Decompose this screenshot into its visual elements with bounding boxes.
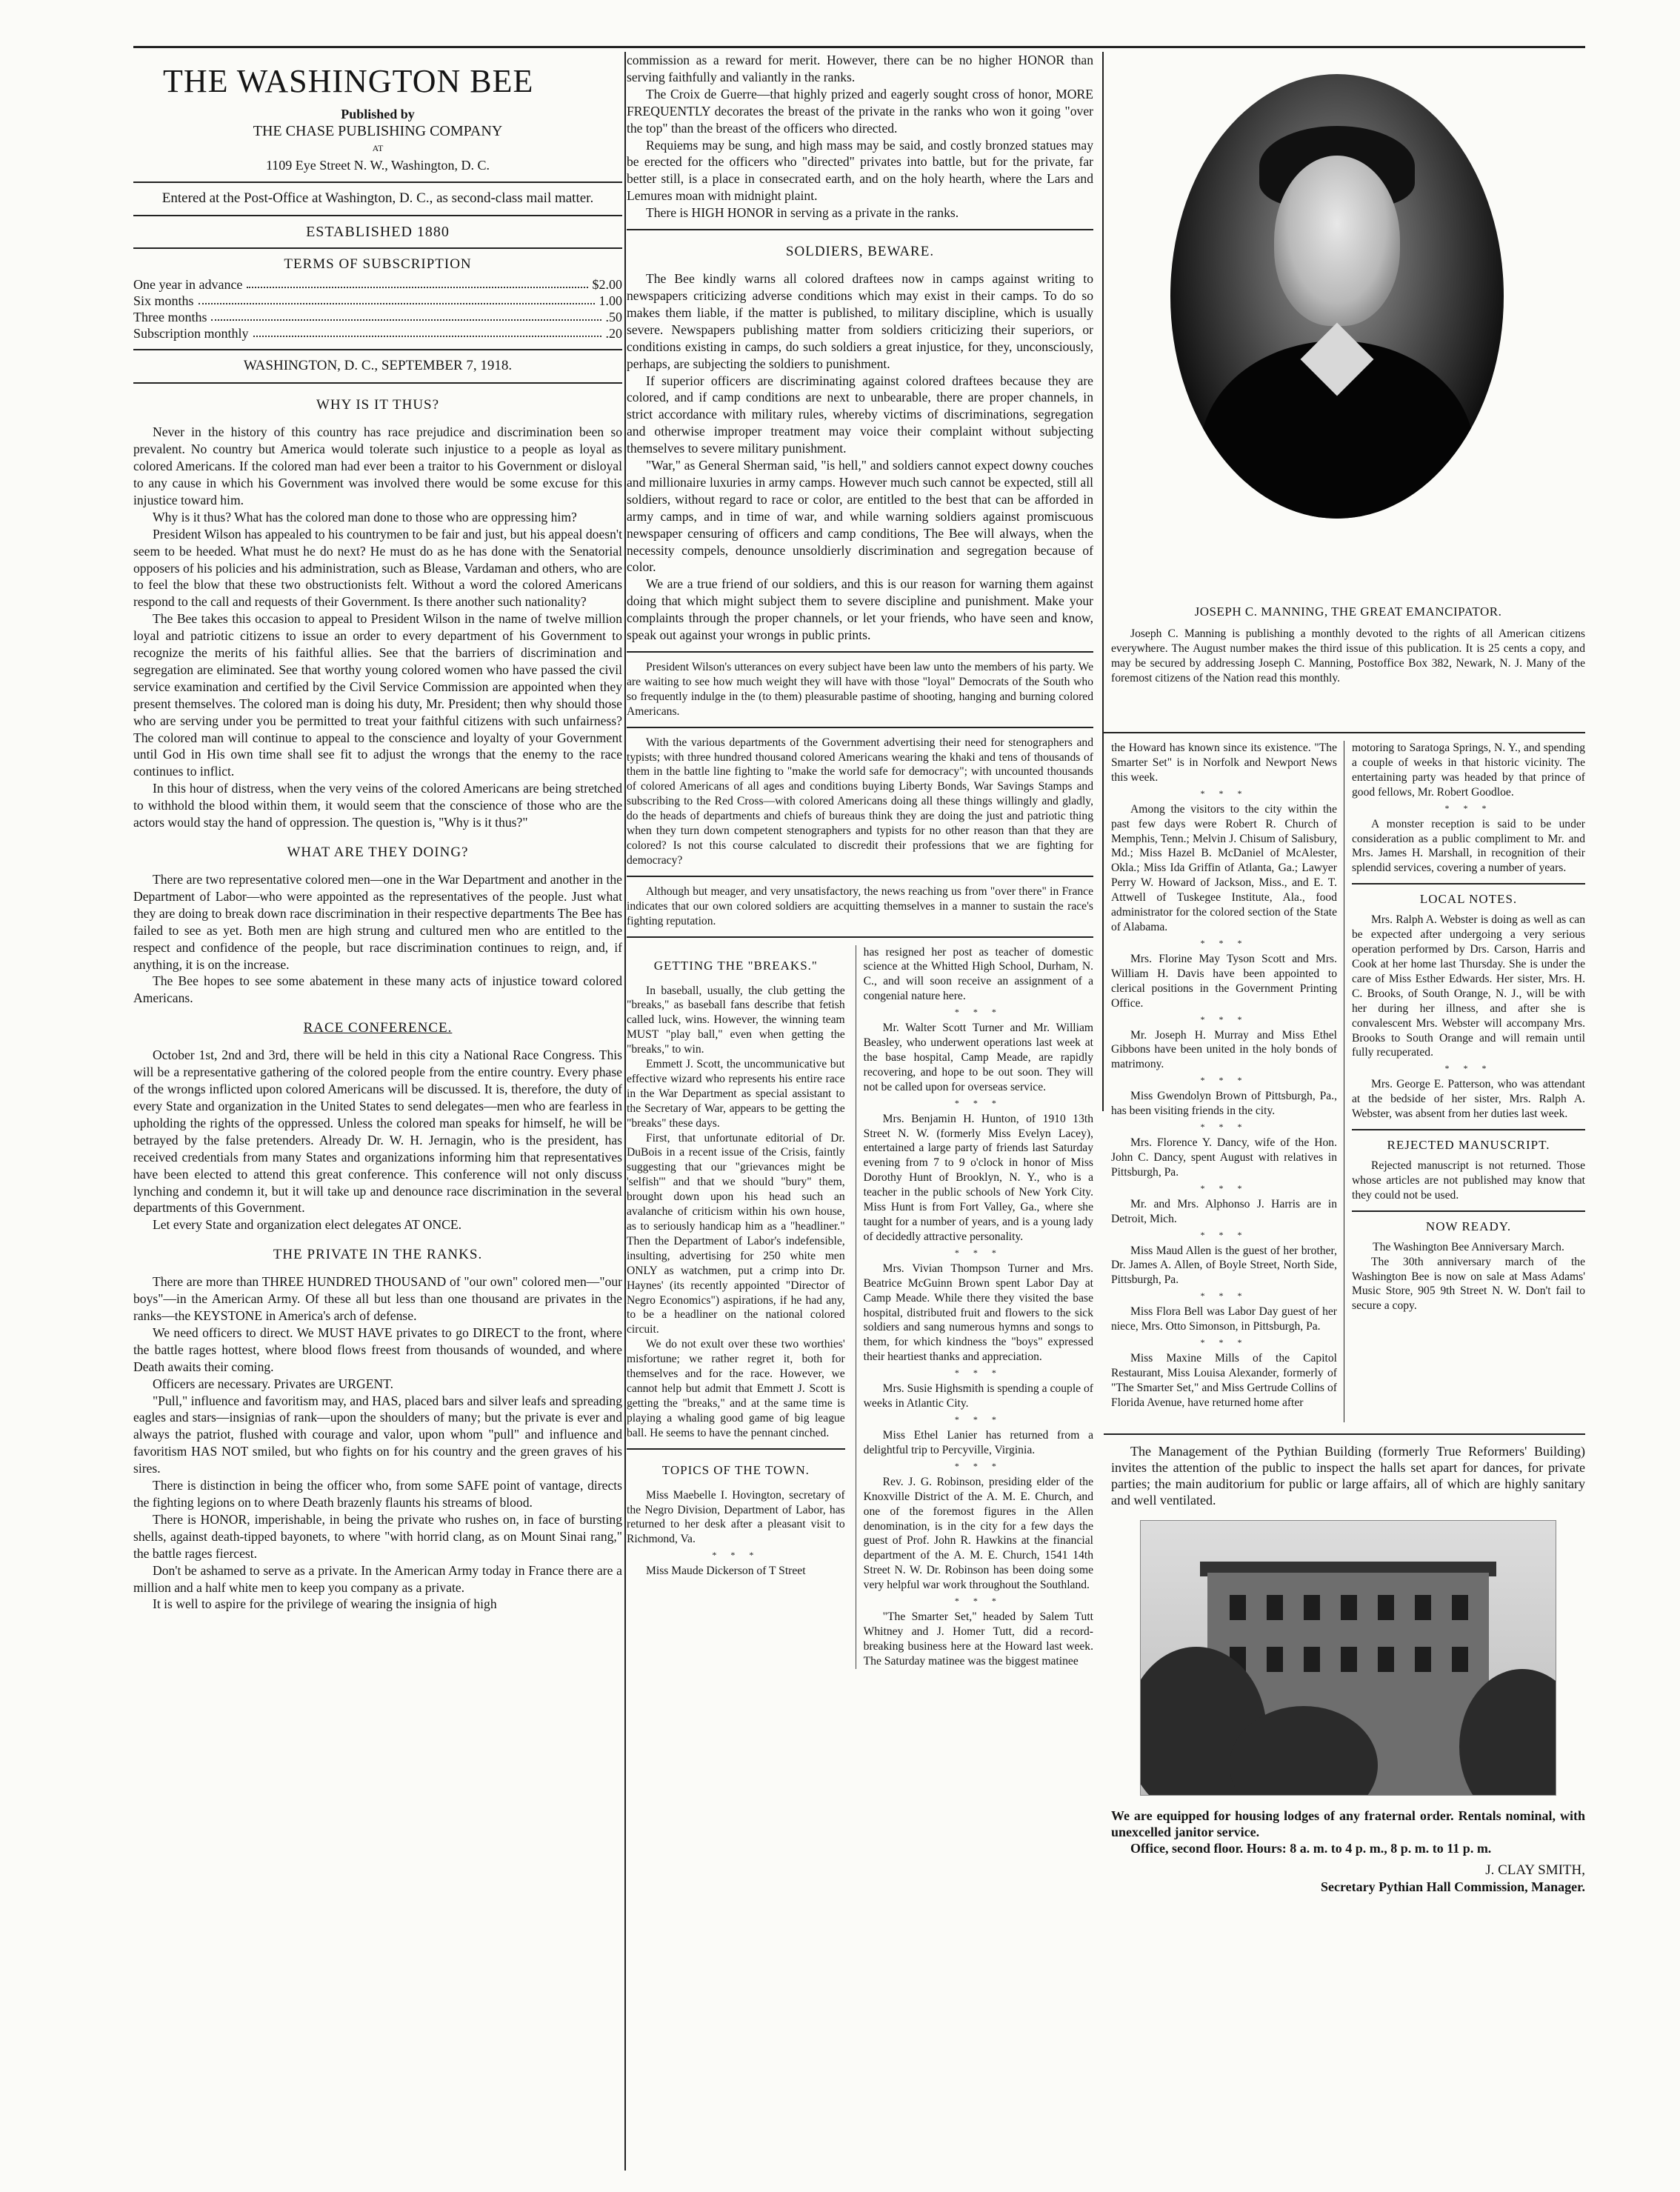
divider <box>627 651 1093 653</box>
paragraph: Although but meager, and very unsatisfactory, the news reaching us from "over there" in France indicates that our own colored soldiers are acquitting themselves in a manner to sustain the race's fighting reputation. <box>627 885 1093 927</box>
separator-stars: * * * <box>954 1460 1002 1471</box>
two-subcolumns <box>627 945 1093 1669</box>
paragraph: Mrs. George E. Patterson, who was attendant at the bedside of her sister, Mrs. Ralph A. Webster, was absent from her duties last week. <box>1352 1078 1585 1121</box>
headline-now-ready: NOW READY. <box>1425 1219 1512 1233</box>
terms-row: Three months .50 <box>133 310 622 325</box>
portrait-photo <box>1170 74 1504 519</box>
paragraph: "Pull," influence and favoritism may, and HAS, placed bars and silver leafs and spreading eagles and stars—insignias of rank—upon the shoulders of many; but the private is ever and always the patriot, flushed with courage and valor, upon whom "pull" and influence and favoritism HAS NOT smiled, but who fights on for his country and the green graves of his sires. <box>133 1393 622 1476</box>
paragraph: The Bee takes this occasion to appeal to President Wilson in the name of twelve million loyal and patriotic citizens to issue an order to every department of his Government to recognize the merits of his faithful allies. See that the barriers of discrimination and segregation are eliminated. See that worthy young colored women who have passed the civil service examination and certified by the Civil Service Commission are appointed when they present themselves. The colored man is doing his duty, Mr. President; then why should those who are serving under you be permitted to treat your faithful citizens with such unfairness? The colored man will continue to appeal to the conscience and loyalty of your Government until God in His own time shall see fit to adjust the wrongs that the enemy to the race continues to inflict. <box>133 611 622 779</box>
paragraph: commission as a reward for merit. However, there can be no higher HONOR than serving faithfully and valiantly in the ranks. <box>627 53 1093 84</box>
paragraph: Rev. J. G. Robinson, presiding elder of the Knoxville District of the A. M. E. Church, and one of the foremost figures in the Allen denomination, is in the city for a few days the guest of Prof. John R. Hawkins at the financial department of the A. M. E. Church, 1541 14th Street N. W. Dr. Robinson has been doing some very helpful war work throughout the Southland. <box>863 1475 1093 1592</box>
column-divider-2 <box>1102 52 1104 1111</box>
terms-row: One year in advance $2.00 <box>133 277 622 293</box>
divider <box>133 215 622 216</box>
separator-stars: * * * <box>1444 1063 1493 1074</box>
paragraph: Mrs. Florence Y. Dancy, wife of the Hon. John C. Dancy, spent August with relatives in Pittsburgh, Pa. <box>1111 1136 1337 1179</box>
headline-local-notes: LOCAL NOTES. <box>1419 892 1518 907</box>
ad-lodges: We are equipped for housing lodges of any fraternal order. Rentals nominal, with unexcelled janitor service. <box>1111 1808 1585 1839</box>
headline-rejected-manuscript: REJECTED MANUSCRIPT. <box>1387 1138 1550 1153</box>
editorial-notes <box>627 660 1093 929</box>
entered-notice: Entered at the Post-Office at Washington, D. C., as second-class mail matter. <box>161 190 594 206</box>
subcolumn-right <box>856 945 1093 1669</box>
separator-stars: * * * <box>954 1367 1002 1379</box>
paragraph: We do not exult over these two worthies' misfortune; we rather regret it, both for themselves and for the race. However, we cannot help but admit that Emmett J. Scott is getting the "breaks," and at the same time is playing a whaling good game of big league ball. He seems to have the pennant cinched. <box>627 1338 845 1439</box>
masthead-title: THE WASHINGTON BEE <box>163 63 534 99</box>
paragraph: Miss Gwendolyn Brown of Pittsburgh, Pa., has been visiting friends in the city. <box>1111 1090 1337 1118</box>
divider <box>133 181 622 183</box>
divider <box>627 229 1093 230</box>
paragraph: The Bee hopes to see some abatement in these many acts of injustice toward colored Americans. <box>133 973 622 1006</box>
headline-why-is-it-thus: WHY IS IT THUS? <box>316 397 440 413</box>
paragraph: the Howard has known since its existence. "The Smarter Set" is in Norfolk and Newport News this week. <box>1111 742 1337 784</box>
paragraph: Miss Maxine Mills of the Capitol Restaurant, Miss Louisa Alexander, formerly of "The Smarter Set," and Miss Gertrude Collins of Florida Avenue, have returned home after <box>1111 1352 1337 1409</box>
paragraph: Requiems may be sung, and high mass may be said, and costly bronzed statues may be erected for the officers who "directed" privates into battle, but for the private, far better still, is a place in consecrated earth, and on the holy hearth, where the Lars and Lemures moan with midnight plaint. <box>627 137 1093 204</box>
paragraph: Miss Maude Dickerson of T Street <box>646 1565 806 1578</box>
separator-stars: * * * <box>1200 937 1248 948</box>
paragraph: We are a true friend of our soldiers, and this is our reason for warning them against doing that which might subject them to severe discipline and punishment. Make your complaints through the proper channels, or let your friends, who have seen and know, speak out against your wrongs in public prints. <box>627 576 1093 643</box>
paragraph: Among the visitors to the city within the past few days were Robert R. Church of Memphis, Tenn.; Melvin J. Chisum of Salisbury, Md.; Miss Hazel B. McDaniel of McAlester, Okla.; Miss Ida Griffin of Atlanta, Ga.; Lawyer Perry W. Howard of Jackson, Miss., and E. T. Attwell of Tuskegee Institute, Ala., food administrator for the colored section of the State of Alabama. <box>1111 802 1337 933</box>
divider <box>627 1448 845 1450</box>
publisher: THE CHASE PUBLISHING COMPANY <box>253 122 503 139</box>
paragraph: There is distinction in being the officer who, from some SAFE point of vantage, directs the fighting legions on to where Death brazenly flaunts his streams of blood. <box>133 1478 622 1510</box>
separator-stars: * * * <box>954 1247 1002 1258</box>
paragraph: Miss Flora Bell was Labor Day guest of her niece, Mrs. Otto Simonson, in Pittsburgh, Pa. <box>1111 1305 1337 1333</box>
paragraph: A monster reception is said to be under consideration as a public compliment to Mr. and Mrs. James H. Marshall, in recognition of their splendid services, covering a number of years. <box>1352 817 1585 875</box>
paragraph: If superior officers are discriminating against colored draftees because they are colored, and if camp conditions are next to unbearable, there are proper channels, in strict accordance with military rules, whereby victims of discriminations, segregation and otherwise improper treatment may voice their complaint without subjecting themselves to severe military punishment. <box>627 373 1093 456</box>
paragraph: The 30th anniversary march of the Washington Bee is now on sale at Mass Adams' Music Store, 905 9th Street N. W. Don't fail to secure a copy. <box>1352 1255 1585 1313</box>
headline-what-are-they-doing: WHAT ARE THEY DOING? <box>287 845 469 860</box>
paragraph: President Wilson has appealed to his countrymen to be fair and just, but his appeal doesn't seem to be heeded. What must he do next? He must do as he has done with the Senatorial opposers of his policies and his administration, such as Blease, Vardaman and others, who are to feel the blow that these two obstructionists felt. Without a word the colored Americans respond to the call and requests of their Government. Is there another such nationality? <box>133 526 622 610</box>
column-two <box>627 52 1093 2178</box>
paragraph: President Wilson's utterances on every subject have been law unto the members of his party. We are waiting to see how much weight they will have with those "loyal" Democrats of the South who so frequently indulge in the (to them) pleasurable pastime of shooting, hanging and burning colored Americans. <box>627 661 1093 718</box>
separator-stars: * * * <box>1200 787 1248 799</box>
divider <box>133 349 622 350</box>
separator-stars: * * * <box>1444 802 1493 813</box>
paragraph: It is well to aspire for the privilege of wearing the insignia of high <box>153 1596 497 1612</box>
paragraph: Never in the history of this country has race prejudice and discrimination been so prevalent. No country but America would tolerate such injustice to a people as loyal as colored Americans. If the colored man had ever been a traitor to his Government or disloyal to any cause in which his Government was involved there would be some excuse for this injustice toward him. <box>133 424 622 507</box>
paragraph: There is HIGH HONOR in serving as a private in the ranks. <box>646 205 959 221</box>
column-one <box>133 52 622 2178</box>
col3-subcolumn-right <box>1352 741 1585 1430</box>
paragraph: The Bee kindly warns all colored draftees now in camps against writing to newspapers criticizing adverse conditions which may exist in their camps. To do so makes them liable, if the matter is published, to military discipline, which is usually severe. Newspapers publishing matter from soldiers criticizing their superiors, or conditions existing in camps, do such soldiers a great injustice, for they, unconsciously, perhaps, are subjecting the soldiers to punishment. <box>627 271 1093 371</box>
top-rule <box>133 46 1585 48</box>
separator-stars: * * * <box>1200 1075 1248 1086</box>
paragraph: motoring to Saratoga Springs, N. Y., and spending a couple of weeks in that historic vicinity. The entertaining party was headed by that prince of good fellows, Mr. Robert Goodloe. <box>1352 742 1585 799</box>
separator-stars: * * * <box>712 1550 760 1561</box>
divider <box>1352 883 1585 885</box>
headline-soldiers-beware: SOLDIERS, BEWARE. <box>785 244 935 260</box>
section-rule-col3 <box>1104 732 1585 733</box>
paragraph: The Washington Bee Anniversary March. <box>1373 1240 1564 1253</box>
paragraph: First, that unfortunate editorial of Dr. DuBois in a recent issue of the Crisis, faintly suggesting that our "grievances might be 'selfish'" and that we should "bury" them, brought down upon his head such an avalanche of criticism within his own house, as to seriously handicap him as a "headliner." Then the Department of Labor's indefensible, insulting, advertising for 250 white men ONLY as watchmen, put a crimp into Dr. Haynes' (its recently appointed "Director of Negro Economics") aspirations, if he had any, to be a headliner on the national colored circuit. <box>627 1131 845 1336</box>
terms-title: TERMS OF SUBSCRIPTION <box>284 256 472 273</box>
separator-stars: * * * <box>1200 1290 1248 1302</box>
paragraph: Don't be ashamed to serve as a private. In the American Army today in France there are a million and a half white men to keep you company as a private. <box>133 1562 622 1595</box>
established: ESTABLISHED 1880 <box>306 223 450 240</box>
separator-stars: * * * <box>1200 1013 1248 1025</box>
divider <box>133 247 622 249</box>
headline-private-in-ranks: THE PRIVATE IN THE RANKS. <box>273 1247 483 1263</box>
published-by: Published by <box>341 107 415 121</box>
paragraph: Miss Maebelle I. Hovington, secretary of the Negro Division, Department of Labor, has returned to her desk after a pleasant visit to Richmond, Va. <box>627 1488 845 1546</box>
separator-stars: * * * <box>954 1413 1002 1425</box>
ad-signature-name: J. CLAY SMITH, <box>1485 1862 1585 1878</box>
paragraph: "War," as General Sherman said, "is hell," and soldiers cannot expect downy couches and millionaire luxuries in army camps. However much such cannot be expected, still all soldiers, without regard to race or color, are entitled to the best that can be afforded in army camps, and in time of war, and while warning soldiers against promiscuous newspaper censuring of officers and camp conditions, The Bee will always, when the necessity compels, denounce unsoldierly discrimination and segregation because of color. <box>627 458 1093 575</box>
separator-stars: * * * <box>954 1097 1002 1108</box>
ad-office-hours: Office, second floor. Hours: 8 a. m. to 4 p. m., 8 p. m. to 11 p. m. <box>1130 1841 1492 1856</box>
separator-stars: * * * <box>1200 1229 1248 1240</box>
publisher-address: 1109 Eye Street N. W., Washington, D. C. <box>265 157 490 173</box>
divider <box>1352 1129 1585 1130</box>
separator-stars: * * * <box>954 1596 1002 1607</box>
paragraph: Miss Ethel Lanier has returned from a delightful trip to Percyville, Virginia. <box>863 1428 1093 1456</box>
paragraph: Officers are necessary. Privates are URGENT. <box>153 1376 394 1391</box>
separator-stars: * * * <box>954 1007 1002 1018</box>
ad-signature-title: Secretary Pythian Hall Commission, Manager. <box>1321 1879 1585 1894</box>
paragraph: Mr. Joseph H. Murray and Miss Ethel Gibbons have been united in the holy bonds of matrimony. <box>1111 1028 1337 1071</box>
paragraph: Rejected manuscript is not returned. Those whose articles are not published may know that they could not be used. <box>1352 1159 1585 1202</box>
headline-getting-breaks: GETTING THE "BREAKS." <box>653 958 818 973</box>
paragraph: Mrs. Ralph A. Webster is doing as well as can be expected after undergoing a very serious operation performed by Drs. Carson, Harris and Cook at her home last Thursday. She is under the care of Miss Esther Edwards. Her sister, Mrs. H. C. Brooks, of South Orange, N. J., will be with her during her illness, and after she is convalescent Mrs. Webster will accompany Mrs. Brooks to South Orange and will remain until fully recuperated. <box>1352 913 1585 1059</box>
paragraph: We need officers to direct. We MUST HAVE privates to go DIRECT to the front, where the battle rages hottest, where blood flows freest from thousands of wounded, and where Death awaits their coming. <box>133 1325 622 1374</box>
paragraph: Joseph C. Manning is publishing a monthly devoted to the rights of all American citizens everywhere. The August number makes the third issue of this publication. It is 25 cents a copy, and may be secured by addressing Joseph C. Manning, Postoffice Box 382, Newark, N. J. Many of the foremost citizens of the Nation read this monthly. <box>1111 627 1585 684</box>
paragraph: Mr. Walter Scott Turner and Mr. William Beasley, who underwent operations last week at the base hospital, Camp Meade, are rapidly recovering, and hope to be out soon. They will not be called upon for overseas service. <box>863 1022 1093 1093</box>
paragraph: There is HONOR, imperishable, in being the private who rushes on, in face of bursting shells, against death-tipped bayonets, to where "with horrid clang, as on Mount Sinai rang," the battle rages fiercest. <box>133 1511 622 1561</box>
subcolumn-left <box>627 945 845 1669</box>
headline-race-conference: RACE CONFERENCE. <box>303 1020 453 1036</box>
divider <box>627 727 1093 728</box>
divider <box>627 936 1093 938</box>
column-divider-1 <box>624 52 626 2171</box>
paragraph: Why is it thus? What has the colored man done to those who are oppressing him? <box>153 509 577 524</box>
paragraph: The Croix de Guerre—that highly prized and eagerly sought cross of honor, MORE FREQUENTLY decorates the breast of the private in the ranks who won it going "over the top" than the breast of the officers who directed. <box>627 86 1093 136</box>
separator-stars: * * * <box>1200 1122 1248 1133</box>
terms-list <box>133 276 622 342</box>
paragraph: In baseball, usually, the club getting the "breaks," as baseball fans describe that fetish called luck, wins. However, the winning team MUST "play ball," even when getting the "breaks," to win. <box>627 984 845 1056</box>
paragraph: October 1st, 2nd and 3rd, there will be held in this city a National Race Congress. This will be a representative gathering of the colored people from the entire country. Every phase of the wrongs inflicted upon colored Americans will be discussed. It is, therefore, the duty of every State and organization in the United States to send delegates—men who are fearless in upholding the rights of the oppressed. Unless the colored man speaks for himself, he will be betrayed by the false pretenders. Already Dr. W. H. Jernagin, who is the president, has received credentials from many States and organizations informing him that representatives have been elected to attend this great conference. This conference will not only discuss lynching and condemn it, but it will take up and denounce race discrimination in the several departments of this Government. <box>133 1047 622 1216</box>
pythian-advertisement <box>1111 1443 1585 2125</box>
divider <box>627 876 1093 877</box>
headline-topics-of-town: TOPICS OF THE TOWN. <box>661 1462 810 1477</box>
separator-stars: * * * <box>1200 1337 1248 1348</box>
divider <box>1352 1210 1585 1212</box>
separator-stars: * * * <box>1200 1182 1248 1193</box>
paragraph: Emmett J. Scott, the uncommunicative but effective wizard who represents his entire race in the War Department as special assistant to the Secretary of War, appears to be getting the "breaks" these days. <box>627 1058 845 1130</box>
ad-top-rule <box>1104 1433 1585 1435</box>
paragraph: "The Smarter Set," headed by Salem Tutt Whitney and J. Homer Tutt, did a record-breaking business here at the Howard last week. The Saturday matinee was the biggest matinee <box>863 1610 1093 1668</box>
paragraph: With the various departments of the Government advertising their need for stenographers and typists; with three hundred thousand colored Americans wearing the khaki and tens of thousands of them in the battle line fighting to "make the world safe for democracy"; with uncounted thousands of colored Americans of all ages and conditions buying Liberty Bonds, War Savings Stamps and subscribing to the Red Cross—with colored Americans doing all these things willingly and gladly, do the heads of departments and chiefs of bureaus think they are doing the just and patriotic thing when they turn down competent stenographers and typists for no other reason than that they are colored? Is not this course calculated to discredit their professions that we are fighting for democracy? <box>627 736 1093 867</box>
divider <box>133 382 622 384</box>
paragraph: Mr. and Mrs. Alphonso J. Harris are in Detroit, Mich. <box>1111 1197 1337 1225</box>
paragraph: Mrs. Susie Highsmith is spending a couple of weeks in Atlantic City. <box>863 1382 1093 1410</box>
paragraph: Mrs. Vivian Thompson Turner and Mrs. Beatrice McGuinn Brown spent Labor Day at Camp Meade. While there they visited the base hospital, distributed fruit and flowers to the sick soldiers and sang numerous hymns and songs to them, for which kindness the "boys" expressed their heartiest thanks and appreciation. <box>863 1262 1093 1364</box>
paragraph: In this hour of distress, when the very veins of the colored Americans are being stretched to withhold the blood within them, it would seem that the conscience of those who are the actors would stay the hand of oppression. The question is, "Why is it thus?" <box>133 781 622 830</box>
paragraph: Let every State and organization elect delegates AT ONCE. <box>153 1217 462 1233</box>
portrait-caption-block <box>1111 604 1585 730</box>
dateline: WASHINGTON, D. C., SEPTEMBER 7, 1918. <box>243 358 513 374</box>
terms-row: Subscription monthly .20 <box>133 326 622 342</box>
paragraph: Miss Maud Allen is the guest of her brother, Dr. James A. Allen, of Boyle Street, North Side, Pittsburgh, Pa. <box>1111 1244 1337 1287</box>
building-photo <box>1140 1520 1556 1796</box>
portrait-caption: JOSEPH C. MANNING, THE GREAT EMANCIPATOR. <box>1194 604 1502 619</box>
paragraph: Mrs. Florine May Tyson Scott and Mrs. William H. Davis have been appointed to clerical positions in the Government Printing Office. <box>1111 952 1337 1010</box>
col3-subcolumn-left <box>1111 741 1337 1430</box>
paragraph: There are two representative colored men—one in the War Department and another in the Department of Labor—who were appointed as the representatives of the people. Just what they are doing to break down race discrimination in their respective departments The Bee has failed to see as yet. Both men are high strung and cultured men who are entitled to the respect and confidence of the people, but race discrimination continues to reign, and, if anything, it is on the increase. <box>133 872 622 972</box>
ad-text: The Management of the Pythian Building (formerly True Reformers' Building) invites the attention of the public to inspect the halls set apart for dances, for private parties; the main auditorium for public or large affairs, all of which are highly sanitary and well ventilated. <box>1111 1444 1585 1508</box>
paragraph: Mrs. Benjamin H. Hunton, of 1910 13th Street N. W. (formerly Miss Evelyn Lacey), entertained a large party of friends last Saturday evening from 7 to 9 o'clock in honor of Miss Dorothy Hunt of Brooklyn, N. Y., who is a teacher in the public schools of New York City. Miss Hunt is from Fort Valley, Ga., where she taught for a number of years, and is a young lady of decidedly attractive personality. <box>863 1112 1093 1243</box>
paragraph: There are more than THREE HUNDRED THOUSAND of "our own" colored men—"our boys"—in the American Army. Of these all but less than one thousand are privates in the ranks—the KEYSTONE in America's arch of defense. <box>133 1274 622 1324</box>
terms-row: Six months 1.00 <box>133 293 622 309</box>
paragraph: has resigned her post as teacher of domestic science at the Whitted High School, Durham, N. C., and will soon receive an assignment of a congenial nature here. <box>863 945 1093 1003</box>
at-label: AT <box>372 142 384 153</box>
